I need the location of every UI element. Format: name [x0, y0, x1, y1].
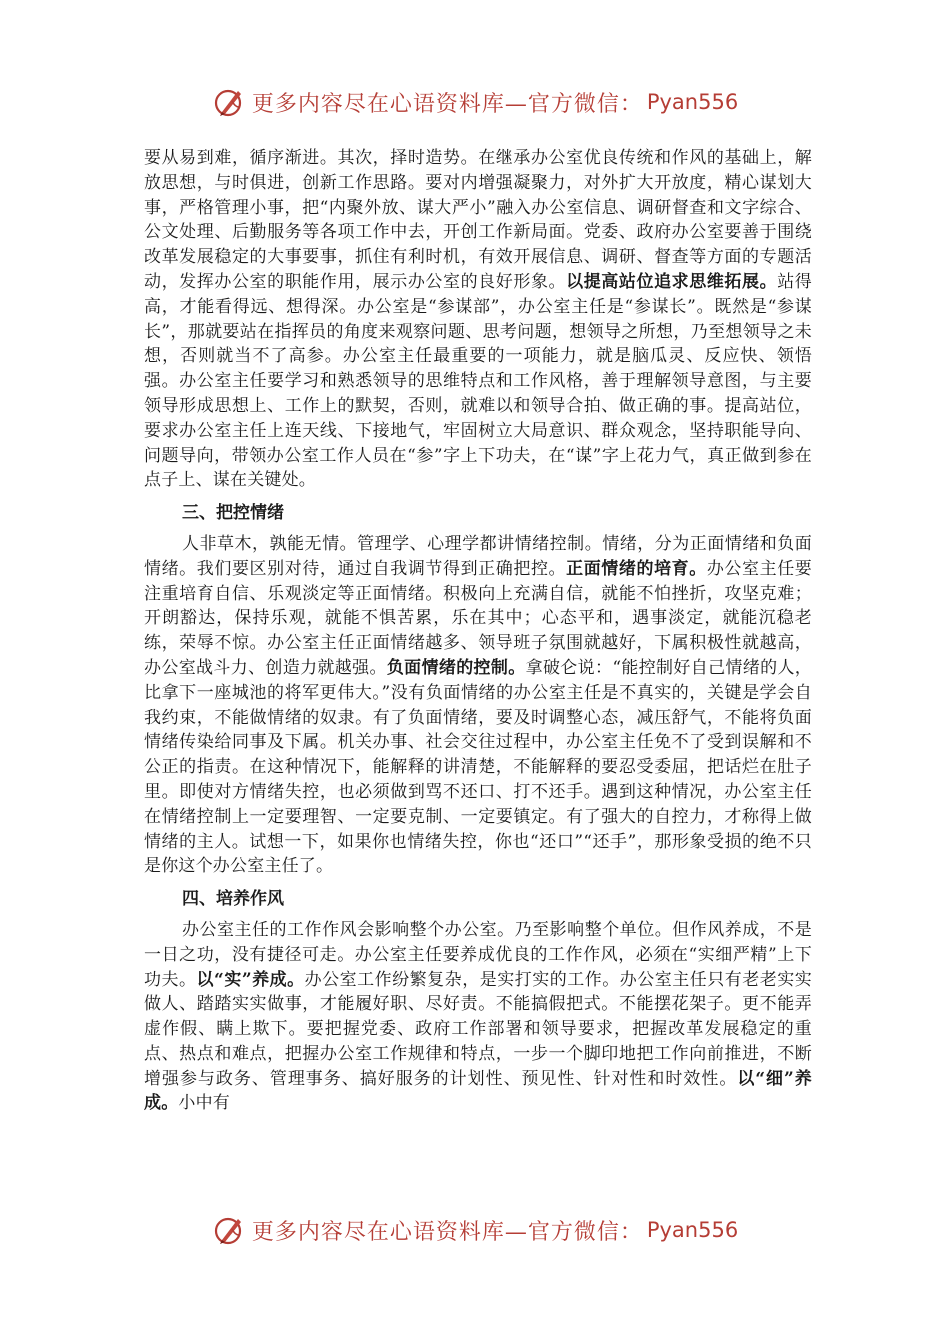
banner-wechat-id: Pyan556: [646, 90, 739, 114]
banner-text: 更多内容尽在心语资料库—官方微信：: [251, 1219, 643, 1245]
bold-subheading: 正面情绪的培育。: [566, 558, 707, 579]
bold-subheading: 以“实”养成。: [196, 969, 305, 990]
text-run: 要从易到难，循序渐进。其次，择时造势。在继承办公室优良传统和作风的基础上，解放思想，与时俱进，创新工作思路。要对内增强凝聚力，对外扩大开放度，精心谋划大事，严格管理小事，把“内聚外放、谋大严小”融入办公室信息、调研督查和文字综合、公文处理、后勤服务等各项工作中去，开创工作新局面。党委、政府办公室要善于围绕改革发展稳定的大事要事，抓住有利时机，有效开展信息、调研、督查等方面的专题活动，发挥办公室的职能作用，展示办公室的良好形象。: [144, 148, 812, 292]
bold-subheading: 负面情绪的控制。: [386, 657, 526, 678]
bold-subheading: 以“细”养成。: [144, 1068, 812, 1114]
bold-subheading: 以提高站位追求思维拓展。: [566, 271, 778, 292]
text-run: 办公室主任的工作作风会影响整个办公室。乃至影响整个单位。但作风养成，不是一日之功，没有捷径可走。办公室主任要养成优良的工作作风，必须在“实细严精”上下功夫。: [144, 919, 812, 990]
paragraph-section2-continued: [144, 146, 812, 493]
section-heading-3: 三、把控情绪: [182, 503, 284, 524]
paragraph-section3: [144, 532, 812, 879]
text-run: 小中有: [178, 1093, 231, 1114]
pen-logo-icon: [212, 85, 246, 119]
document-body: [144, 146, 812, 1116]
banner-wechat-id: Pyan556: [646, 1218, 739, 1242]
paragraph-section4: [144, 918, 812, 1116]
footer-banner: [0, 1210, 950, 1250]
pen-logo-icon: [212, 1213, 246, 1247]
text-run: 办公室主任要注重培育自信、乐观淡定等正面情绪。积极向上充满自信，就能不怕挫折，攻坚克难；开朗豁达，保持乐观，就能不惧苦累，乐在其中；心态平和，遇事淡定，就能沉稳老练，荣辱不惊。办公室主任正面情绪越多、领导班子氛围就越好，下属积极性就越高，办公室战斗力、创造力就越强。: [144, 558, 812, 678]
banner-text: 更多内容尽在心语资料库—官方微信：: [251, 91, 643, 117]
section-heading-4: 四、培养作风: [182, 889, 284, 910]
header-banner: [0, 82, 950, 122]
text-run: 办公室工作纷繁复杂，是实打实的工作。办公室主任只有老老实实做人、踏踏实实做事，才能履好职、尽好责。不能搞假把式。不能摆花架子。更不能弄虚作假、瞒上欺下。要把握党委、政府工作部署和领导要求，把握改革发展稳定的重点、热点和难点，把握办公室工作规律和特点，一步一个脚印地把工作向前推进，不断增强参与政务、管理事务、搞好服务的计划性、预见性、针对性和时效性。: [144, 969, 812, 1089]
text-run: 拿破仑说：“能控制好自己情绪的人，比拿下一座城池的将军更伟大。”没有负面情绪的办公室主任是不真实的，关键是学会自我约束，不能做情绪的奴隶。有了负面情绪，要及时调整心态，减压舒气，不能将负面情绪传染给同事及下属。机关办事、社会交往过程中，办公室主任免不了受到误解和不公正的指责。在这种情况下，能解释的讲清楚，不能解释的要忍受委屈，把话烂在肚子里。即使对方情绪失控，也必须做到骂不还口、打不还手。遇到这种情况，办公室主任在情绪控制上一定要理智、一定要克制、一定要镇定。有了强大的自控力，才称得上做情绪的主人。试想一下，如果你也情绪失控，你也“还口”“还手”，那形象受损的绝不只是你这个办公室主任了。: [144, 657, 812, 877]
text-run: 站得高，才能看得远、想得深。办公室是“参谋部”，办公室主任是“参谋长”。既然是“参谋长”，那就要站在指挥员的角度来观察问题、思考问题，想领导之所想，乃至想领导之未想，否则就当不了高参。办公室主任最重要的一项能力，就是脑瓜灵、反应快、领悟强。办公室主任要学习和熟悉领导的思维特点和工作风格，善于理解领导意图，与主要领导形成思想上、工作上的默契，否则，就难以和领导合拍、做正确的事。提高站位，要求办公室主任上连天线、下接地气，牢固树立大局意识、群众观念，坚持职能导向、问题导向，带领办公室工作人员在“参”字上下功夫，在“谋”字上花力气，真正做到参在点子上、谋在关键处。: [144, 271, 812, 491]
text-run: 人非草木，孰能无情。管理学、心理学都讲情绪控制。情绪，分为正面情绪和负面情绪。我们要区别对待，通过自我调节得到正确把控。: [144, 533, 812, 579]
